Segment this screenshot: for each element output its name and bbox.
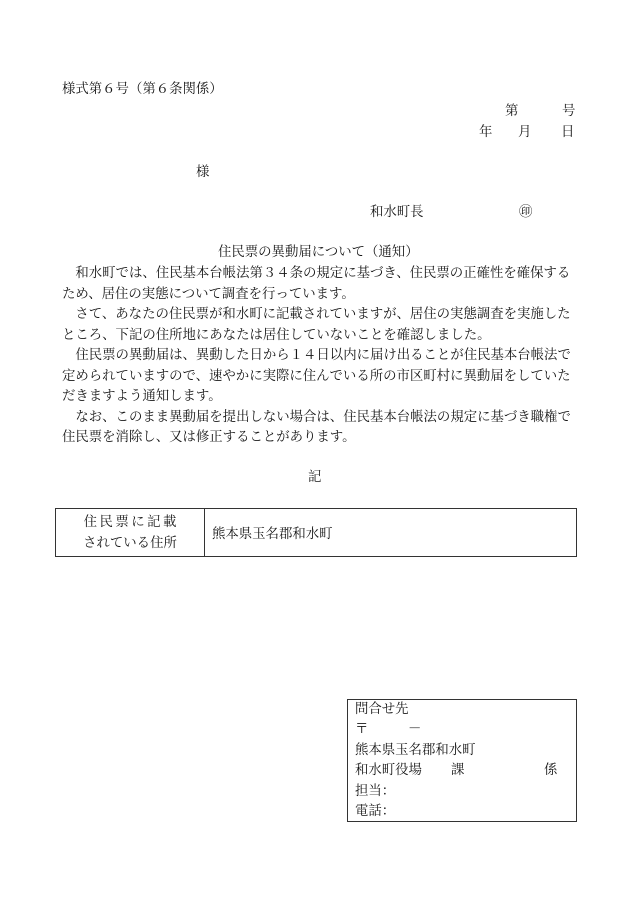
postal-dash: － bbox=[408, 722, 422, 738]
contact-office: 和水町役場 bbox=[355, 763, 422, 779]
date-year: 年 bbox=[479, 125, 493, 140]
body-line: 住民票を消除し、又は修正することがあります。 bbox=[62, 430, 356, 445]
contact-person-label: 担当： bbox=[355, 783, 396, 799]
contact-section: 課 bbox=[451, 763, 465, 779]
address-label-line2: されている住所 bbox=[83, 535, 177, 551]
body-line: だきますよう通知します。 bbox=[62, 389, 222, 404]
seal-icon: ㊞ bbox=[519, 205, 533, 220]
body-line: 定められていますので、速やかに実際に住んでいる所の市区町村に異動届をしていた bbox=[62, 368, 571, 384]
body-line: さて、あなたの住民票が和水町に記載されていますが、居住の実態調査を実施した bbox=[62, 307, 571, 322]
registered-address: 熊本県玉名郡和水町 bbox=[212, 527, 333, 542]
note-heading: 記 bbox=[308, 470, 322, 485]
address-table bbox=[55, 508, 577, 557]
paragraph bbox=[62, 408, 578, 449]
paragraph bbox=[62, 264, 578, 305]
recipient-honorific: 様 bbox=[196, 165, 210, 180]
document-title: 住民票の異動届について（通知） bbox=[218, 245, 419, 260]
body-text bbox=[62, 264, 578, 449]
contact-box bbox=[347, 699, 577, 822]
contact-person-row bbox=[348, 782, 576, 802]
date-day: 日 bbox=[561, 125, 575, 140]
form-number: 様式第６号（第６条関係） bbox=[62, 82, 223, 97]
paragraph bbox=[62, 346, 578, 408]
contact-heading: 問合せ先 bbox=[355, 702, 409, 717]
document-number-suffix: 号 bbox=[562, 104, 576, 119]
postal-mark-icon: 〒 bbox=[355, 722, 369, 738]
contact-office-row bbox=[348, 761, 576, 781]
body-line: ため、居住の実態について調査を行っています。 bbox=[62, 286, 355, 302]
address-value-cell bbox=[205, 509, 576, 556]
contact-address-row bbox=[348, 741, 576, 761]
body-line: なお、このまま異動届を提出しない場合は、住民基本台帳法の規定に基づき職権で bbox=[62, 409, 571, 425]
contact-address: 熊本県玉名郡和水町 bbox=[355, 742, 476, 758]
contact-phone-label: 電話： bbox=[355, 803, 396, 819]
paragraph bbox=[62, 305, 578, 346]
address-label-cell bbox=[56, 509, 205, 556]
document-number-prefix: 第 bbox=[505, 104, 519, 119]
contact-heading-row bbox=[348, 700, 576, 720]
date-month: 月 bbox=[518, 125, 532, 140]
sender-title: 和水町長 bbox=[370, 205, 424, 220]
address-label-line1: 住民票に記載 bbox=[83, 514, 179, 530]
body-line: 和水町では、住民基本台帳法第３４条の規定に基づき、住民票の正確性を確保する bbox=[62, 266, 571, 281]
contact-postal-row bbox=[348, 720, 576, 740]
contact-phone-row bbox=[348, 802, 576, 822]
contact-subsection: 係 bbox=[544, 763, 558, 779]
body-line: ところ、下記の住所地にあなたは居住していないことを確認しました。 bbox=[62, 327, 491, 343]
body-line: 住民票の異動届は、異動した日から１４日以内に届け出ることが住民基本台帳法で bbox=[62, 348, 571, 363]
